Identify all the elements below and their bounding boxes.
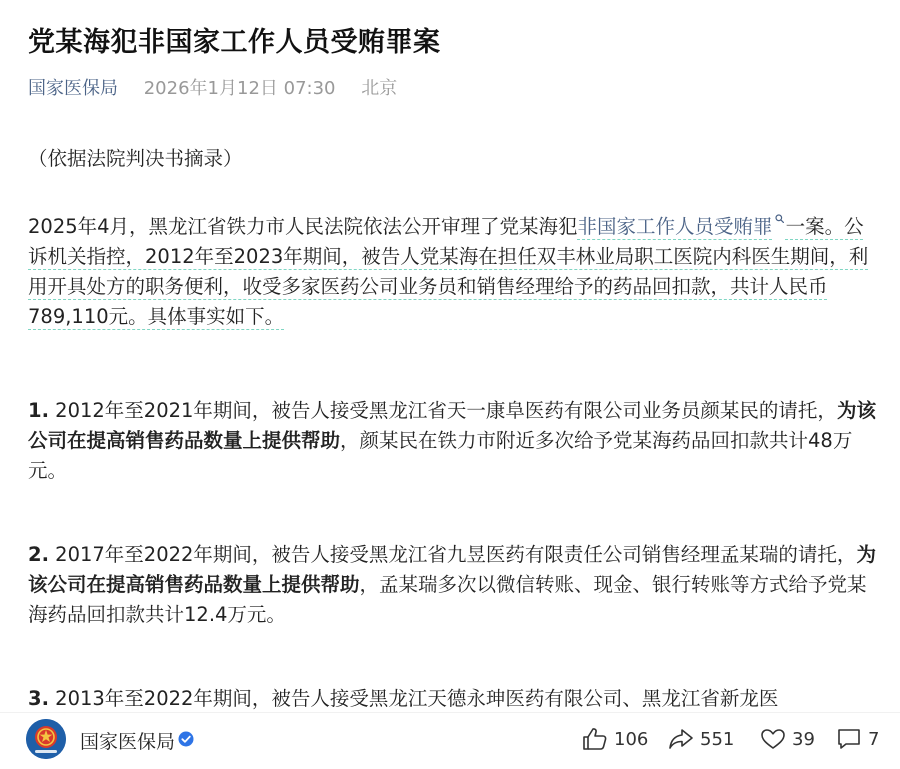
account-name[interactable]: 国家医保局 xyxy=(80,731,176,753)
favorite-button[interactable] xyxy=(760,725,815,753)
comment-icon xyxy=(836,727,862,751)
fact-number: 3. xyxy=(28,687,49,710)
search-icon[interactable] xyxy=(775,214,784,226)
like-count: 106 xyxy=(614,728,649,750)
fact-number: 2. xyxy=(28,543,49,566)
bottom-action-bar xyxy=(0,712,900,769)
account-avatar[interactable] xyxy=(26,719,66,759)
like-button[interactable] xyxy=(582,725,648,753)
fact-text: 2012年至2021年期间，被告人接受黑龙江省天一康阜医药有限公司业务员颜某民的请托， xyxy=(48,399,837,422)
verified-icon xyxy=(178,731,194,747)
keyword-search-link[interactable]: 非国家工作人员受贿罪 xyxy=(577,215,773,238)
comment-button[interactable] xyxy=(836,725,879,753)
intro-paragraph xyxy=(28,212,878,332)
intro-text-1: 2025年4月，黑龙江省铁力市人民法院依法公开审理了党某海犯 xyxy=(28,215,578,238)
fact-text: ，孟某瑞多次以微信转账、现金、银行转账等方式给予党某海药品回扣款共计12.4万元。 xyxy=(28,573,867,626)
share-button[interactable] xyxy=(668,725,734,753)
intro-text-2: 一案。公诉机关指控，2012年至2023年期间，被告人党某海在担任双丰林业局职工医院内科医生期间，利用开具处方的职务便利，收受多家医药公司业务员和销售经理给予的药品回扣款，共计人民币789,110元。具体事实如下。 xyxy=(28,215,869,328)
fact-bold: 为该公司在提高销售药品数量上提供帮助 xyxy=(28,543,876,596)
article-meta xyxy=(28,74,397,100)
fact-bold: 为该公司在提高销售药品数量上提供帮助 xyxy=(28,399,876,452)
source-note: （依据法院判决书摘录） xyxy=(28,147,243,170)
share-count: 551 xyxy=(700,728,735,750)
fact-text: 2013年至2022年期间，被告人接受黑龙江天德永珅医药有限公司、黑龙江省新龙医 xyxy=(48,687,779,710)
publish-time: 2026年1月12日 07:30 xyxy=(143,78,336,99)
fact-text: ，颜某民在铁力市附近多次给予党某海药品回扣款共计48万元。 xyxy=(28,429,853,482)
fact-text: 2017年至2022年期间，被告人接受黑龙江省九昱医药有限责任公司销售经理孟某瑞的请托， xyxy=(48,543,857,566)
comment-count: 7 xyxy=(868,728,880,750)
article-title: 党某海犯非国家工作人员受贿罪案 xyxy=(28,27,441,58)
favorite-count: 39 xyxy=(792,728,815,750)
emblem-icon xyxy=(26,719,66,759)
fact-item-1 xyxy=(28,396,878,486)
share-arrow-icon xyxy=(668,727,694,751)
fact-item-3 xyxy=(28,684,878,712)
thumbs-up-icon xyxy=(582,727,608,751)
source-link[interactable]: 国家医保局 xyxy=(28,78,118,99)
publish-location: 北京 xyxy=(361,78,398,99)
fact-number: 1. xyxy=(28,399,49,422)
heart-icon xyxy=(760,727,786,751)
fact-item-2 xyxy=(28,540,878,630)
